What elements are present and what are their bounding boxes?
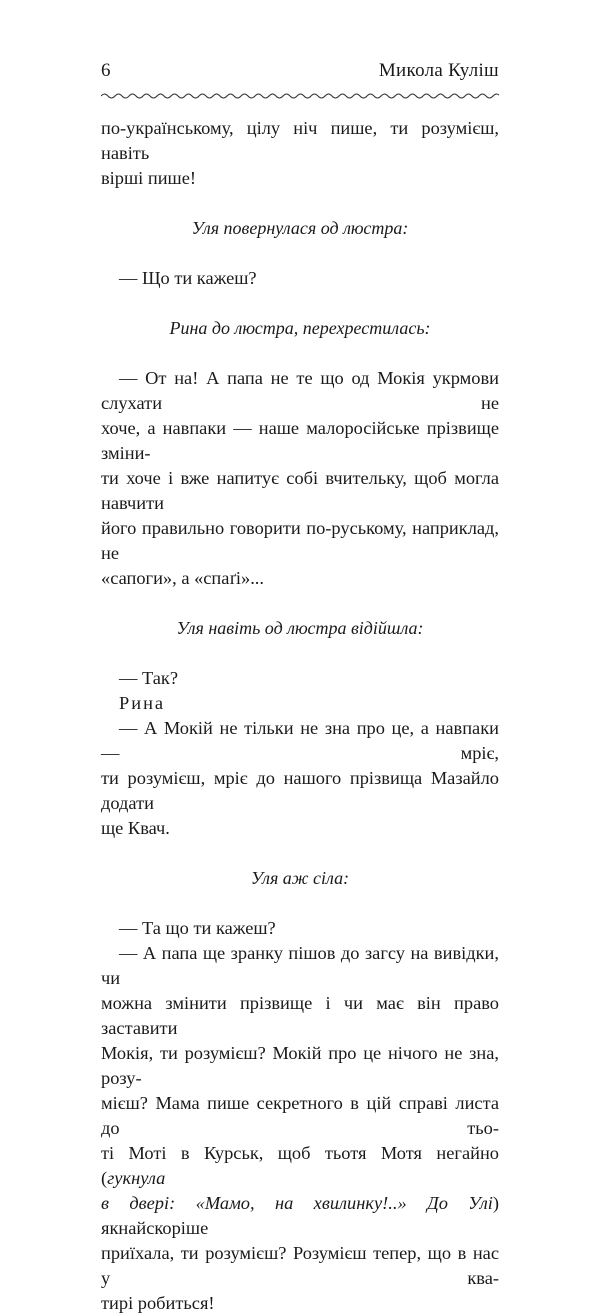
dialogue-line: — Та що ти кажеш? <box>119 918 276 938</box>
page-text <box>101 116 499 1316</box>
speaker-name: Рина <box>119 693 166 713</box>
running-head-author: Микола Куліш <box>378 60 499 81</box>
wavy-rule-ornament <box>101 88 499 104</box>
dialogue-line: — Так? <box>119 668 179 688</box>
stage-direction-inline: гукнула <box>107 1168 166 1188</box>
text-line: Мокія, ти розумієш? Мокій про це нічого не зна, розу- <box>101 1043 499 1088</box>
text-line: по-українському, цілу ніч пише, ти розумієш, навіть <box>101 118 499 163</box>
stage-direction: Уля аж сіла: <box>250 868 350 888</box>
running-header <box>101 60 499 82</box>
page-number: 6 <box>101 60 111 81</box>
dialogue-line: — От на! А папа не те що од Мокія укрмови слухати не <box>101 368 499 413</box>
text-line: його правильно говорити по-руському, наприклад, не <box>101 518 499 563</box>
text-line: вірші пише! <box>101 168 196 188</box>
text-run: ті Моті в Курськ, щоб тьотя Мотя негайно ( <box>101 1143 499 1188</box>
text-line: тирі робиться! <box>101 1293 215 1313</box>
text-run: ) якнайскоріше <box>101 1193 499 1238</box>
text-line: приїхала, ти розумієш? Розумієш тепер, що в нас у ква- <box>101 1243 499 1288</box>
dialogue-line: — Що ти кажеш? <box>119 268 257 288</box>
text-line: «сапоги», а «спаґі»... <box>101 568 264 588</box>
text-line <box>101 1191 499 1241</box>
text-line: ще Квач. <box>101 818 170 838</box>
stage-direction: Рина до люстра, перехрестилась: <box>169 318 431 338</box>
text-line: можна змінити прізвище і чи має він право заставити <box>101 993 499 1038</box>
text-line: ти розумієш, мріє до нашого прізвища Мазайло додати <box>101 768 499 813</box>
stage-direction: Уля повернулася од люстра: <box>191 218 409 238</box>
text-line: хоче, а навпаки — наше малоросійське прізвище зміни- <box>101 418 499 463</box>
text-line <box>101 1141 499 1191</box>
dialogue-line: — А папа ще зранку пішов до загсу на вивідки, чи <box>101 943 499 988</box>
stage-direction-inline: в двері: «Мамо, на хвилинку!..» До Улі <box>101 1193 493 1213</box>
dialogue-line: — А Мокій не тільки не зна про це, а навпаки — мріє, <box>101 718 499 763</box>
text-line: мієш? Мама пише секретного в цій справі листа до тьо- <box>101 1093 499 1138</box>
stage-direction: Уля навіть од люстра відійшла: <box>176 618 424 638</box>
text-line: ти хоче і вже напитує собі вчительку, щоб могла навчити <box>101 468 499 513</box>
